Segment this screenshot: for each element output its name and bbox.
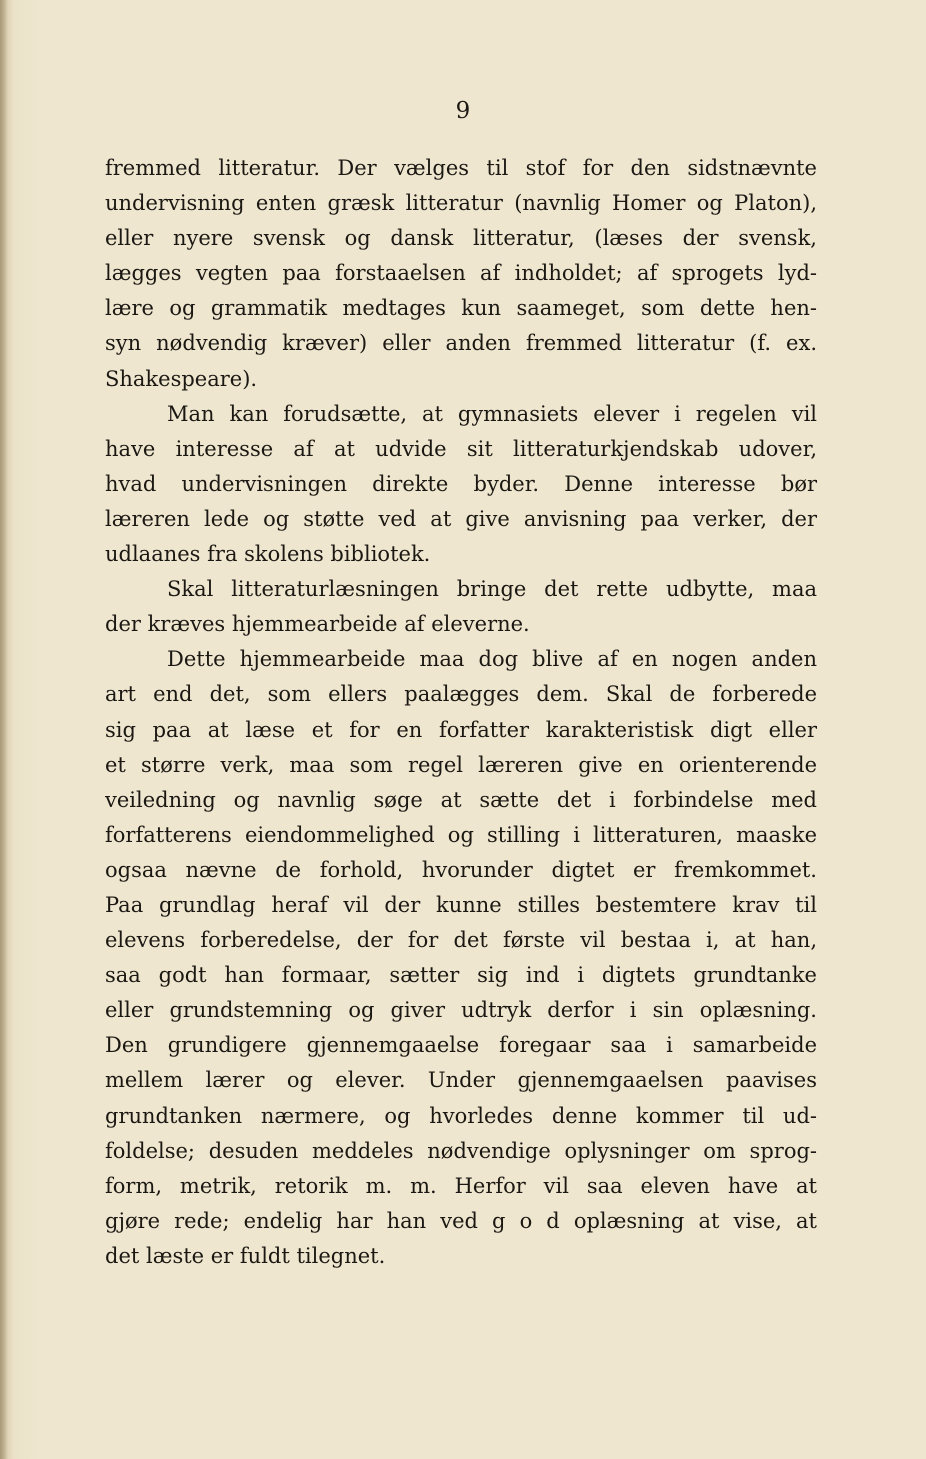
text-line: sig paa at læse et for en forfatter karakteristisk digt eller [105, 717, 817, 742]
text-line: Paa grundlag heraf vil der kunne stilles bestemtere krav til [105, 892, 817, 917]
body-text [105, 151, 817, 1274]
text-line: Den grundigere gjennemgaaelse foregaar saa i samarbeide [105, 1033, 817, 1058]
text-line: eller nyere svensk og dansk litteratur, (læses der svensk, [105, 226, 817, 251]
text-line: have interesse af at udvide sit litteraturkjendskab udover, [105, 436, 817, 461]
text-line: foldelse; desuden meddeles nødvendige oplysninger om sprog- [105, 1138, 817, 1163]
text-line: grundtanken nærmere, og hvorledes denne kommer til ud- [105, 1103, 817, 1128]
text-line: mellem lærer og elever. Under gjennemgaaelsen paavises [105, 1068, 817, 1093]
text-line: læreren lede og støtte ved at give anvisning paa verker, der [105, 506, 817, 531]
text-line: art end det, som ellers paalægges dem. Skal de forberede [105, 682, 817, 707]
text-line: syn nødvendig kræver) eller anden fremmed litteratur (f. ex. [105, 331, 817, 356]
text-line: elevens forberedelse, der for det første vil bestaa i, at han, [105, 928, 817, 953]
text-line: Man kan forudsætte, at gymnasiets elever i regelen vil [167, 401, 817, 426]
text-line: ogsaa nævne de forhold, hvorunder digtet er fremkommet. [105, 857, 817, 882]
text-line: der kræves hjemmearbeide af eleverne. [105, 612, 530, 637]
text-line: lære og grammatik medtages kun saameget, som dette hen- [105, 296, 817, 321]
text-line: saa godt han formaar, sætter sig ind i digtets grundtanke [105, 963, 817, 988]
text-line: gjøre rede; endelig har han ved g o d oplæsning at vise, at [105, 1208, 817, 1233]
text-line: et større verk, maa som regel læreren give en orienterende [105, 752, 817, 777]
text-line: Skal litteraturlæsningen bringe det rette udbytte, maa [167, 577, 817, 602]
text-line: Shakespeare). [105, 366, 258, 391]
text-line: udlaanes fra skolens bibliotek. [105, 542, 431, 567]
text-line: form, metrik, retorik m. m. Herfor vil saa eleven have at [105, 1173, 817, 1198]
text-line: eller grundstemning og giver udtryk derfor i sin oplæsning. [105, 998, 817, 1023]
text-line: lægges vegten paa forstaaelsen af indholdet; af sprogets lyd- [105, 261, 817, 286]
page-number: 9 [455, 98, 471, 124]
page-gutter-shadow [0, 0, 8, 1459]
text-line: fremmed litteratur. Der vælges til stof for den sidstnævnte [105, 156, 817, 180]
text-line: Dette hjemmearbeide maa dog blive af en nogen anden [167, 647, 817, 672]
text-line: forfatterens eiendommelighed og stilling i litteraturen, maaske [105, 822, 817, 847]
text-line: veiledning og navnlig søge at sætte det i forbindelse med [105, 787, 817, 812]
text-line: det læste er fuldt tilegnet. [105, 1243, 386, 1268]
text-line: hvad undervisningen direkte byder. Denne interesse bør [105, 471, 817, 496]
text-line: undervisning enten græsk litteratur (navnlig Homer og Platon), [105, 191, 817, 216]
